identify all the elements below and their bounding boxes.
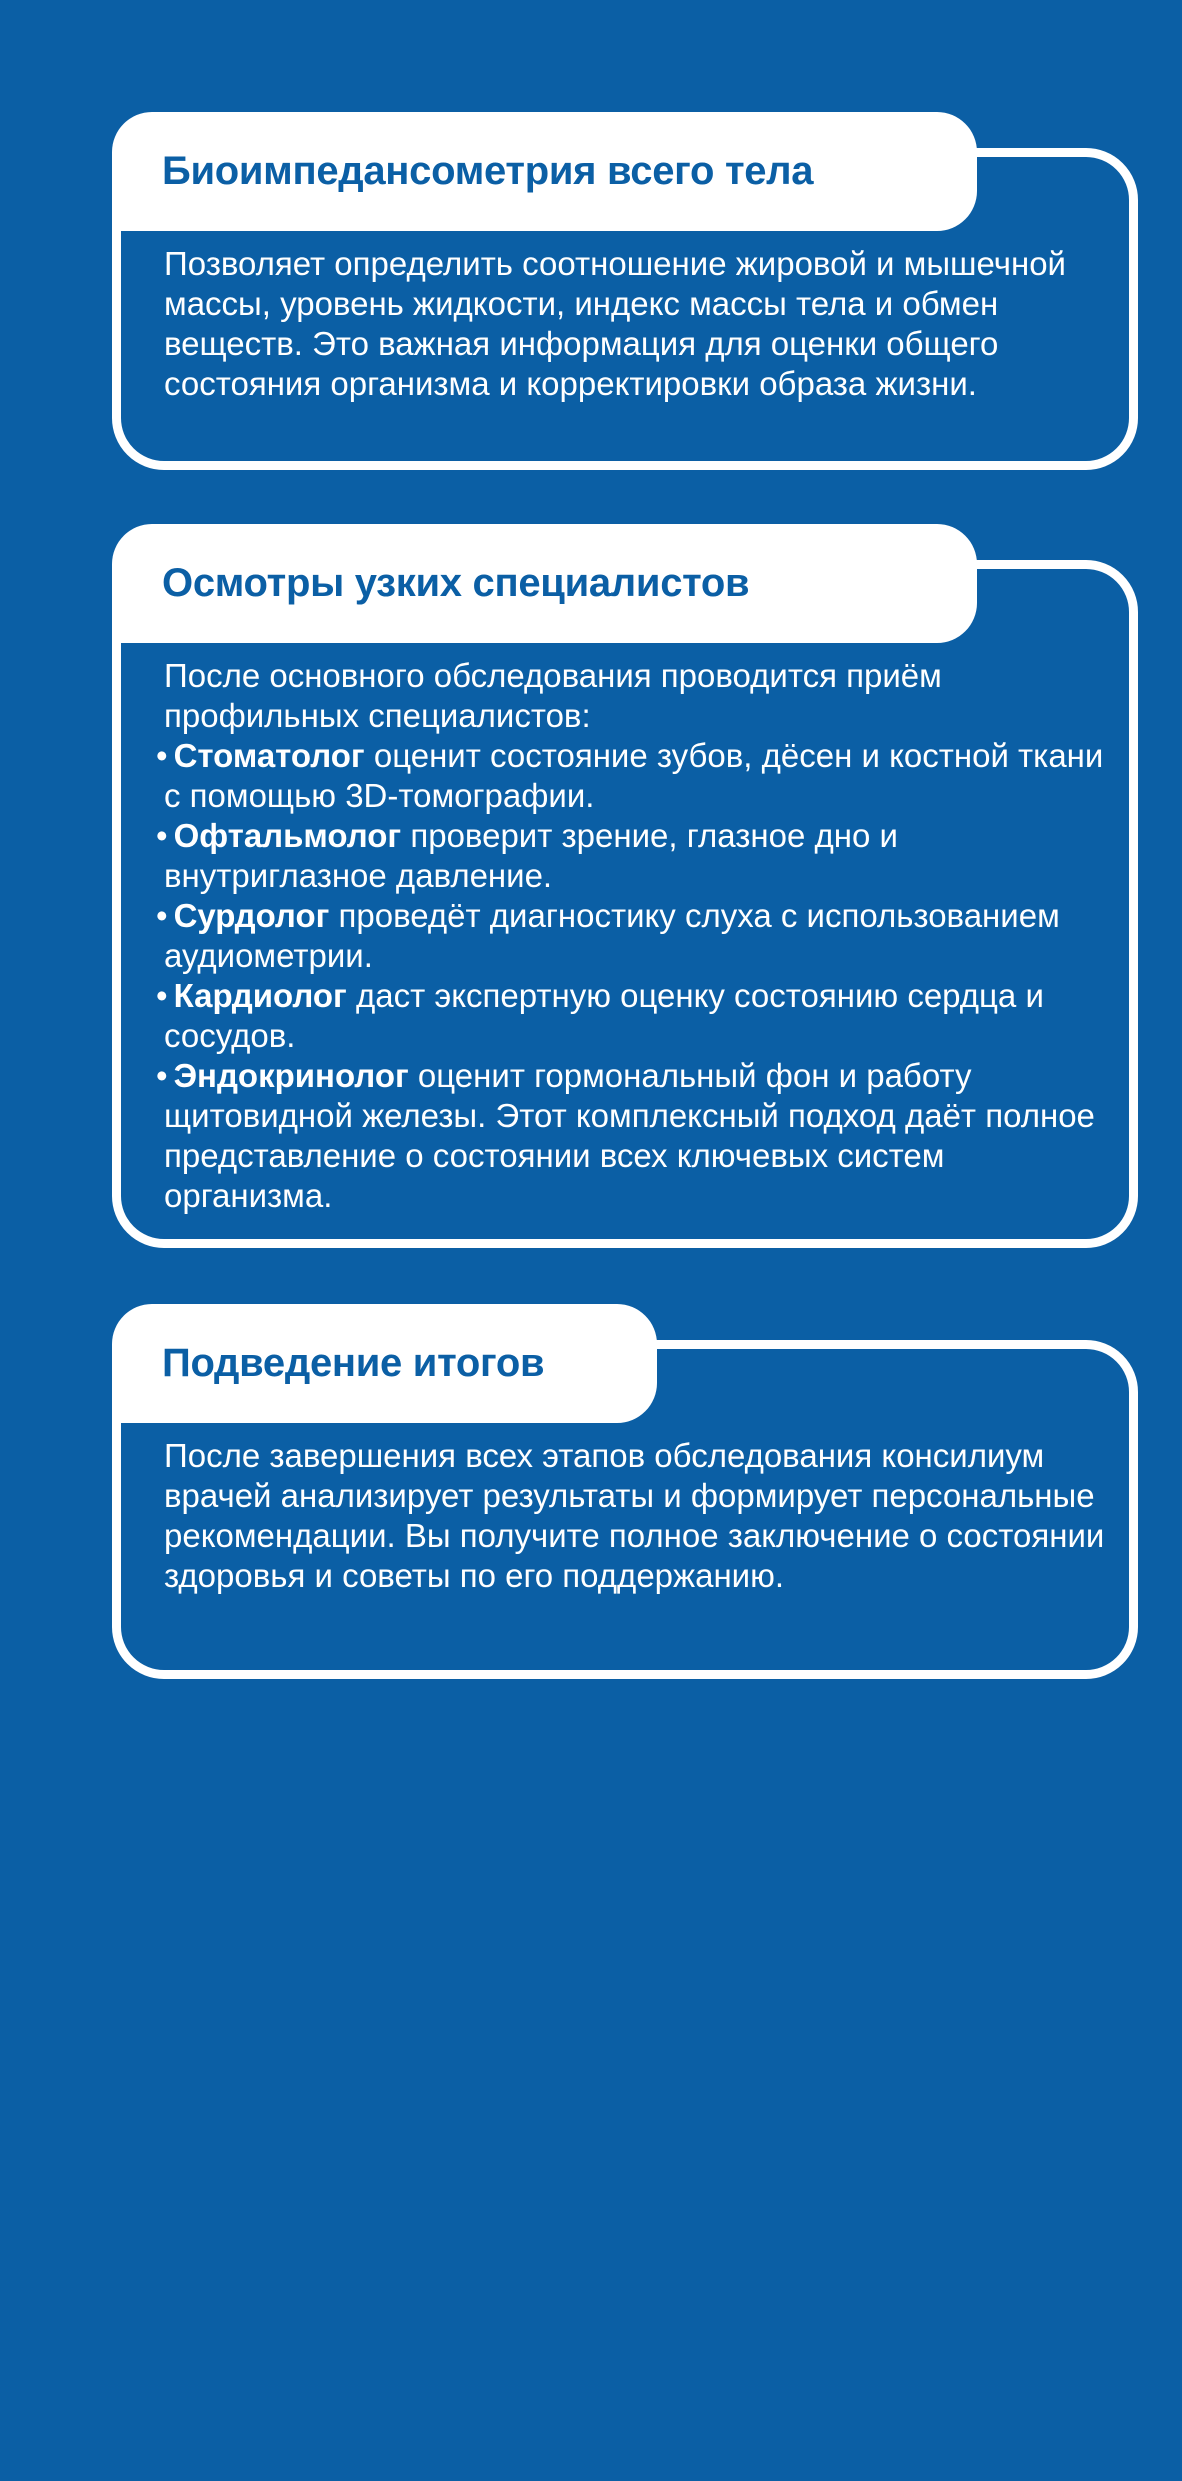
list-item-dentist <box>156 736 1108 816</box>
section-title: Подведение итогов <box>162 1341 545 1385</box>
section-bioimpedance <box>112 112 1138 470</box>
section-specialists <box>112 524 1138 1248</box>
list-item-audiologist <box>156 896 1108 976</box>
section-intro: После основного обследования проводится приём профильных специалистов: <box>164 657 942 734</box>
bullet: • <box>156 737 168 774</box>
bullet: • <box>156 1057 168 1094</box>
section-text: Позволяет определить соотношение жировой и мышечной массы, уровень жидкости, индекс массы тела и обмен веществ. Это важная информация для оценки общего состояния организма и корректировки образа жизни. <box>164 245 1066 402</box>
specialist-name: Эндокринолог <box>173 1057 409 1094</box>
section-text: После завершения всех этапов обследования консилиум врачей анализирует результаты и формирует персональные рекомендации. Вы получите полное заключение о состоянии здоровья и советы по его поддержанию. <box>164 1437 1105 1594</box>
section-body <box>164 244 1108 404</box>
specialist-name: Кардиолог <box>173 977 347 1014</box>
section-title: Биоимпедансометрия всего тела <box>162 149 814 193</box>
section-title: Осмотры узких специалистов <box>162 561 750 605</box>
section-summary <box>112 1304 1138 1679</box>
list-item-ophthalmologist <box>156 816 1108 896</box>
card-title-tab <box>112 524 977 643</box>
specialist-name: Офтальмолог <box>173 817 402 854</box>
bullet: • <box>156 897 168 934</box>
list-item-endocrinologist <box>156 1056 1108 1216</box>
specialist-name: Стоматолог <box>173 737 365 774</box>
section-body <box>156 656 1108 1216</box>
bullet: • <box>156 977 168 1014</box>
list-item-cardiologist <box>156 976 1108 1056</box>
specialist-text: оценит гормональный фон и работу щитовидной железы. Этот комплексный подход даёт полное представление о состоянии всех ключевых систем организма. <box>164 1057 1095 1214</box>
bullet: • <box>156 817 168 854</box>
specialist-name: Сурдолог <box>173 897 330 934</box>
section-body <box>164 1436 1108 1596</box>
specialist-text: даст экспертную оценку состоянию сердца и сосудов. <box>164 977 1044 1054</box>
card-title-tab <box>112 1304 657 1423</box>
specialist-text: проведёт диагностику слуха с использованием аудиометрии. <box>164 897 1060 974</box>
card-title-tab <box>112 112 977 231</box>
specialist-text: оценит состояние зубов, дёсен и костной ткани с помощью 3D-томографии. <box>164 737 1104 814</box>
specialist-text: проверит зрение, глазное дно и внутриглазное давление. <box>164 817 898 894</box>
